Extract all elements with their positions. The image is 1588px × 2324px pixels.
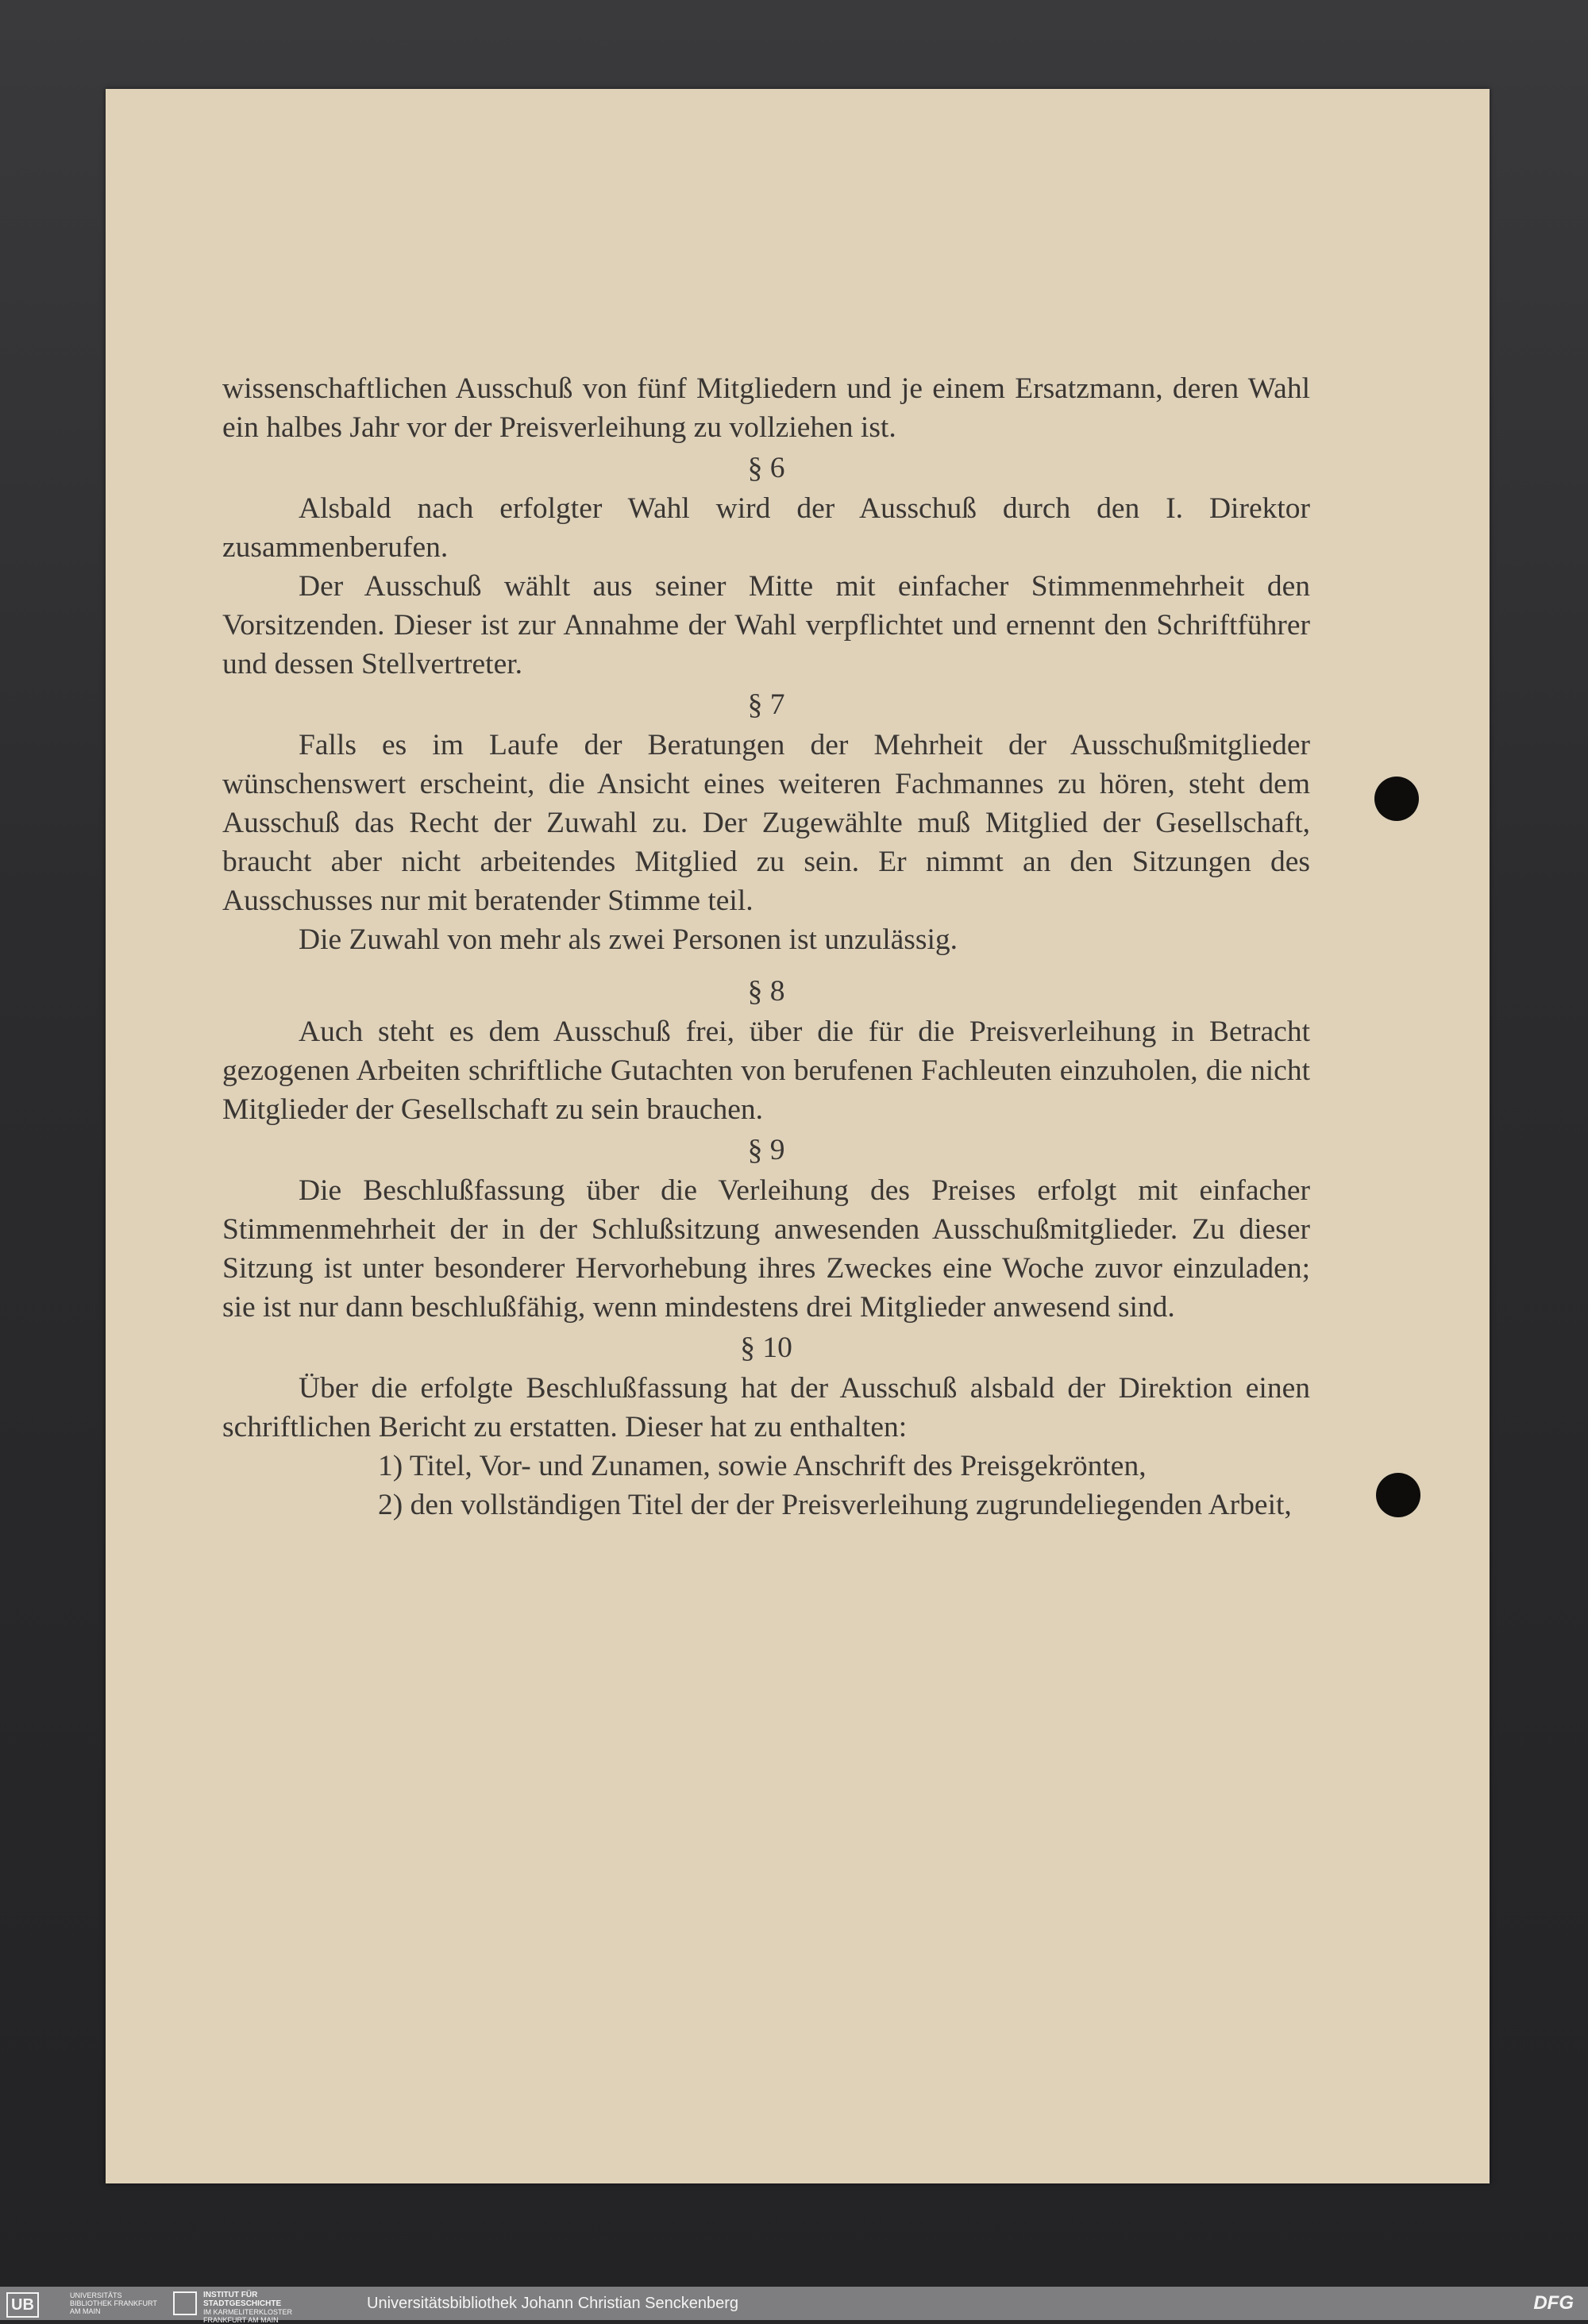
dfg-logo: DFG [1533,2292,1574,2314]
list-item: 1) Titel, Vor- und Zunamen, sowie Anschrift des Preisgekrönten, [378,1450,1147,1482]
section-heading: § 10 [740,1332,792,1364]
section-heading: § 8 [747,975,785,1008]
paragraph: Die Beschlußfassung über die Verleihung des Preises erfolgt mit einfacher Stimmenmehrheit der in der Schlußsitzung anwesenden Ausschußmitglieder. Zu dieser Sitzung ist unter besonderer Hervorhebung ihres Zweckes eine Woche zuvor einzuladen; sie ist nur dann beschlußfähig, wenn mindestens drei Mitglieder anwesend sind. [222,1174,1310,1324]
paragraph: Alsbald nach erfolgter Wahl wird der Ausschuß durch den I. Direktor zusammenberufen. [222,492,1310,564]
list-item: 2) den vollständigen Titel der der Preisverleihung zugrundeliegenden Arbeit, [378,1489,1292,1521]
paragraph: Falls es im Laufe der Beratungen der Mehrheit der Ausschußmitglieder wünschenswert erscheint, die Ansicht eines weiteren Fachmannes zu hören, steht dem Ausschuß das Recht der Zuwahl zu. Der Zugewählte muß Mitglied der Gesellschaft, braucht aber nicht arbeitendes Mitglied zu sein. Er nimmt an den Sitzungen des Ausschusses nur mit beratender Stimme teil. [222,729,1310,917]
institute-subtitle: IM KARMELITERKLOSTER FRANKFURT AM MAIN [203,2308,293,2324]
document-text [222,369,1310,1524]
library-name: Universitätsbibliothek Johann Christian Senckenberg [367,2295,739,2312]
footer-bar [0,2287,1588,2324]
punch-hole [1376,1473,1420,1517]
institute-logo-icon [173,2291,197,2315]
ub-logo-subtitle: UNIVERSITÄTS BIBLIOTHEK FRANKFURT AM MAIN [70,2291,157,2315]
section-heading: § 9 [747,1134,785,1166]
paragraph: Die Zuwahl von mehr als zwei Personen ist unzulässig. [299,923,958,956]
continuation-paragraph: wissenschaftlichen Ausschuß von fünf Mitgliedern und je einem Ersatzmann, deren Wahl ein halbes Jahr vor der Preisverleihung zu vollziehen ist. [222,372,1310,444]
paragraph: Der Ausschuß wählt aus seiner Mitte mit einfacher Stimmenmehrheit den Vorsitzenden. Dieser ist zur Annahme der Wahl verpflichtet und ernennt den Schriftführer und dessen Stellvertreter. [222,570,1310,680]
institute-logo-text [203,2291,330,2324]
section-heading: § 7 [747,688,785,721]
institute-title: INSTITUT FÜR STADTGESCHICHTE [203,2291,282,2308]
paragraph: Über die erfolgte Beschlußfassung hat der Ausschuß alsbald der Direktion einen schriftlichen Bericht zu erstatten. Dieser hat zu enthalten: [222,1372,1310,1443]
paragraph: Auch steht es dem Ausschuß frei, über die für die Preisverleihung in Betracht gezogenen Arbeiten schriftliche Gutachten von berufenen Fachleuten einzuholen, die nicht Mitglieder der Gesellschaft zu sein brauchen. [222,1016,1310,1126]
punch-hole [1374,777,1419,821]
section-heading: § 6 [747,452,785,484]
ub-logo: UB [6,2292,39,2318]
